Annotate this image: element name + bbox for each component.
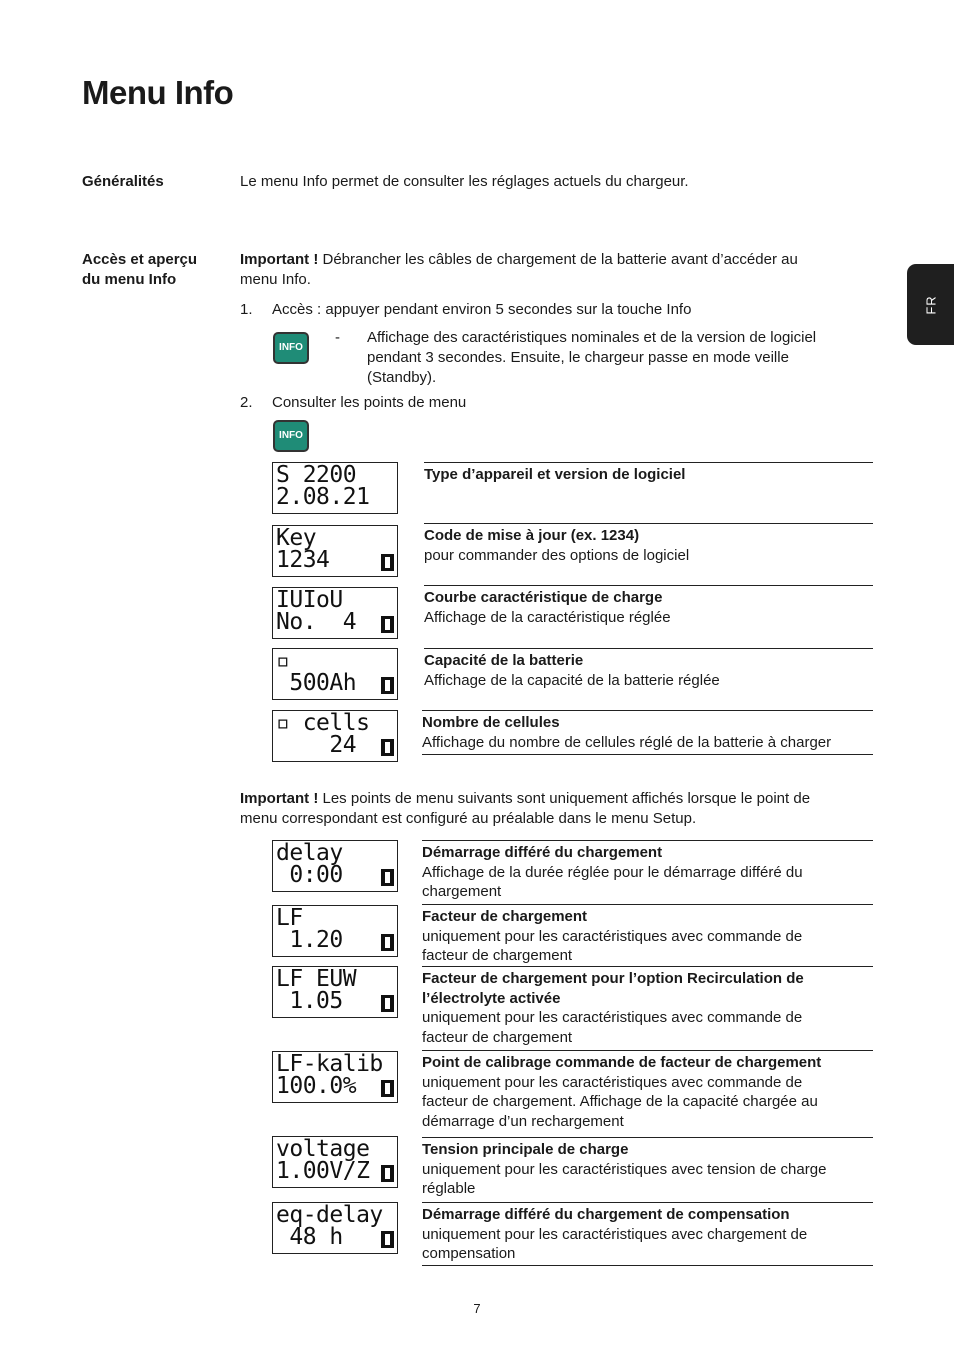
setup-item-text-2: facteur de chargement — [422, 1028, 573, 1046]
general-text: Le menu Info permet de consulter les réglages actuels du chargeur. — [240, 173, 689, 190]
setup-item-title: Démarrage différé du chargement — [422, 844, 663, 861]
section-heading-access-line1: Accès et aperçu — [82, 251, 198, 268]
menu-marker-icon — [381, 616, 394, 633]
important-note-2 — [240, 789, 870, 829]
setup-item-text-1: Affichage de la durée réglée pour le démarrage différé du — [422, 863, 803, 881]
menu-item-description — [422, 710, 873, 752]
setup-item-description — [422, 966, 873, 1047]
lcd-line1: ▫ cells — [276, 710, 370, 736]
menu-item-text: pour commander des options de logiciel — [424, 546, 690, 564]
setup-item-title: Point de calibrage commande de facteur de chargement — [422, 1054, 822, 1071]
step1-text: Accès : appuyer pendant environ 5 secondes sur la touche Info — [272, 301, 692, 318]
important2-text-2: menu correspondant est configuré au préalable dans le menu Setup. — [240, 810, 697, 827]
setup-item-title-2: l’électrolyte activée — [422, 989, 561, 1007]
step1-sub-line3: (Standby). — [367, 369, 437, 386]
important-label: Important ! — [240, 251, 319, 268]
lcd-line2: 1.00V/Z — [276, 1158, 370, 1184]
step1-subtext — [367, 328, 867, 388]
menu-item-text: Affichage de la capacité de la batterie réglée — [424, 671, 720, 689]
menu-marker-icon — [381, 1165, 394, 1182]
menu-marker-icon — [381, 869, 394, 886]
step1-number: 1. — [240, 301, 253, 318]
lcd-line1: delay — [276, 840, 343, 866]
info-button-icon: INFO — [273, 420, 309, 452]
section-heading-general: Généralités — [82, 173, 164, 190]
setup-item-text-2: compensation — [422, 1245, 516, 1262]
info-button-icon: INFO — [273, 332, 309, 364]
lcd-line1: S 2200 — [276, 462, 357, 488]
important-note — [240, 250, 870, 290]
lcd-display — [272, 905, 398, 957]
step1-dash: - — [335, 329, 340, 346]
language-tab-label: FR — [923, 294, 938, 315]
setup-item-title: Démarrage différé du chargement de compensation — [422, 1206, 790, 1223]
step1-sub-line1: Affichage des caractéristiques nominales et de la version de logiciel — [367, 329, 817, 346]
menu-item-title: Capacité de la batterie — [424, 652, 584, 669]
menu-item-title: Courbe caractéristique de charge — [424, 589, 663, 606]
setup-item-title: Facteur de chargement — [422, 908, 588, 925]
lcd-display — [272, 840, 398, 892]
lcd-line2: 0:00 — [276, 862, 343, 888]
section-heading-access-line2: du menu Info — [82, 271, 177, 288]
menu-marker-icon — [381, 739, 394, 756]
setup-item-title: Tension principale de charge — [422, 1141, 629, 1158]
lcd-line2: 100.0% — [276, 1073, 357, 1099]
setup-item-description — [422, 904, 873, 966]
setup-item-text-1: uniquement pour les caractéristiques avec tension de charge — [422, 1160, 827, 1178]
lcd-line2: No. 4 — [276, 609, 357, 635]
menu-marker-icon — [381, 934, 394, 951]
lcd-line1: IUIoU — [276, 587, 343, 613]
setup-item-description — [422, 1050, 873, 1131]
menu-marker-icon — [381, 1080, 394, 1097]
menu-item-text: Affichage de la caractéristique réglée — [424, 608, 671, 626]
menu-item-description — [424, 585, 873, 627]
setup-item-text-1: uniquement pour les caractéristiques avec commande de — [422, 1073, 803, 1091]
battery-icon: ▫ — [276, 648, 290, 674]
important-label: Important ! — [240, 790, 319, 807]
menu-marker-icon — [381, 677, 394, 694]
lcd-line1: Key — [276, 525, 317, 551]
page-number: 7 — [473, 1301, 481, 1316]
menu-item-description — [424, 648, 873, 690]
divider — [422, 754, 873, 755]
setup-item-text-2: facteur de chargement. Affichage de la capacité chargée au — [422, 1093, 818, 1110]
setup-item-description — [422, 1202, 873, 1264]
lcd-display — [272, 648, 398, 700]
menu-item-title: Code de mise à jour (ex. 1234) — [424, 527, 640, 544]
menu-item-text: Affichage du nombre de cellules réglé de la batterie à charger — [422, 733, 832, 751]
lcd-display — [272, 587, 398, 639]
lcd-line1: LF EUW — [276, 966, 357, 992]
lcd-line1: LF — [276, 905, 303, 931]
menu-item-description — [424, 462, 873, 485]
setup-item-title: Facteur de chargement pour l’option Recirculation de — [422, 970, 804, 987]
lcd-line1: LF-kalib — [276, 1051, 383, 1077]
lcd-display — [272, 1202, 398, 1254]
setup-item-text-2: facteur de chargement — [422, 947, 573, 964]
lcd-line2: 1234 — [276, 547, 330, 573]
step2-number: 2. — [240, 394, 253, 411]
setup-item-description — [422, 1137, 873, 1199]
lcd-line2: 24 — [276, 732, 357, 758]
menu-item-description — [424, 523, 873, 565]
menu-marker-icon — [381, 554, 394, 571]
setup-item-text-1: uniquement pour les caractéristiques avec commande de — [422, 1009, 803, 1026]
page-title: Menu Info — [82, 74, 234, 111]
divider — [422, 1265, 873, 1266]
important2-text-1: Les points de menu suivants sont uniquement affichés lorsque le point de — [318, 790, 811, 807]
menu-item-title: Type d’appareil et version de logiciel — [424, 466, 686, 483]
menu-item-title: Nombre de cellules — [422, 714, 560, 731]
important-text-2: menu Info. — [240, 271, 311, 288]
step1-sub-line2: pendant 3 secondes. Ensuite, le chargeur passe en mode veille — [367, 349, 789, 366]
lcd-line2: 2.08.21 — [276, 484, 370, 510]
lcd-line2: 48 h — [276, 1224, 343, 1250]
lcd-display — [272, 966, 398, 1018]
lcd-display — [272, 1051, 398, 1103]
lcd-line1: eq-delay — [276, 1202, 383, 1228]
lcd-line1: voltage — [276, 1136, 370, 1162]
menu-marker-icon — [381, 995, 394, 1012]
lcd-display — [272, 1136, 398, 1188]
setup-item-description — [422, 840, 873, 902]
lcd-line2: 500Ah — [276, 670, 357, 696]
lcd-display — [272, 710, 398, 762]
setup-item-text-1: uniquement pour les caractéristiques avec commande de — [422, 927, 803, 945]
important-text-1: Débrancher les câbles de chargement de la batterie avant d’accéder au — [318, 251, 798, 268]
step2-text: Consulter les points de menu — [272, 394, 467, 411]
lcd-display — [272, 462, 398, 514]
language-tab[interactable] — [907, 264, 954, 345]
setup-item-text-2: réglable — [422, 1180, 476, 1197]
section-heading-access — [82, 250, 222, 290]
lcd-line2: 1.20 — [276, 927, 343, 953]
setup-item-text-3: démarrage d’un rechargement — [422, 1112, 624, 1130]
lcd-line2: 1.05 — [276, 988, 343, 1014]
menu-marker-icon — [381, 1231, 394, 1248]
lcd-display — [272, 525, 398, 577]
setup-item-text-1: uniquement pour les caractéristiques avec chargement de — [422, 1225, 808, 1243]
setup-item-text-2: chargement — [422, 883, 502, 900]
